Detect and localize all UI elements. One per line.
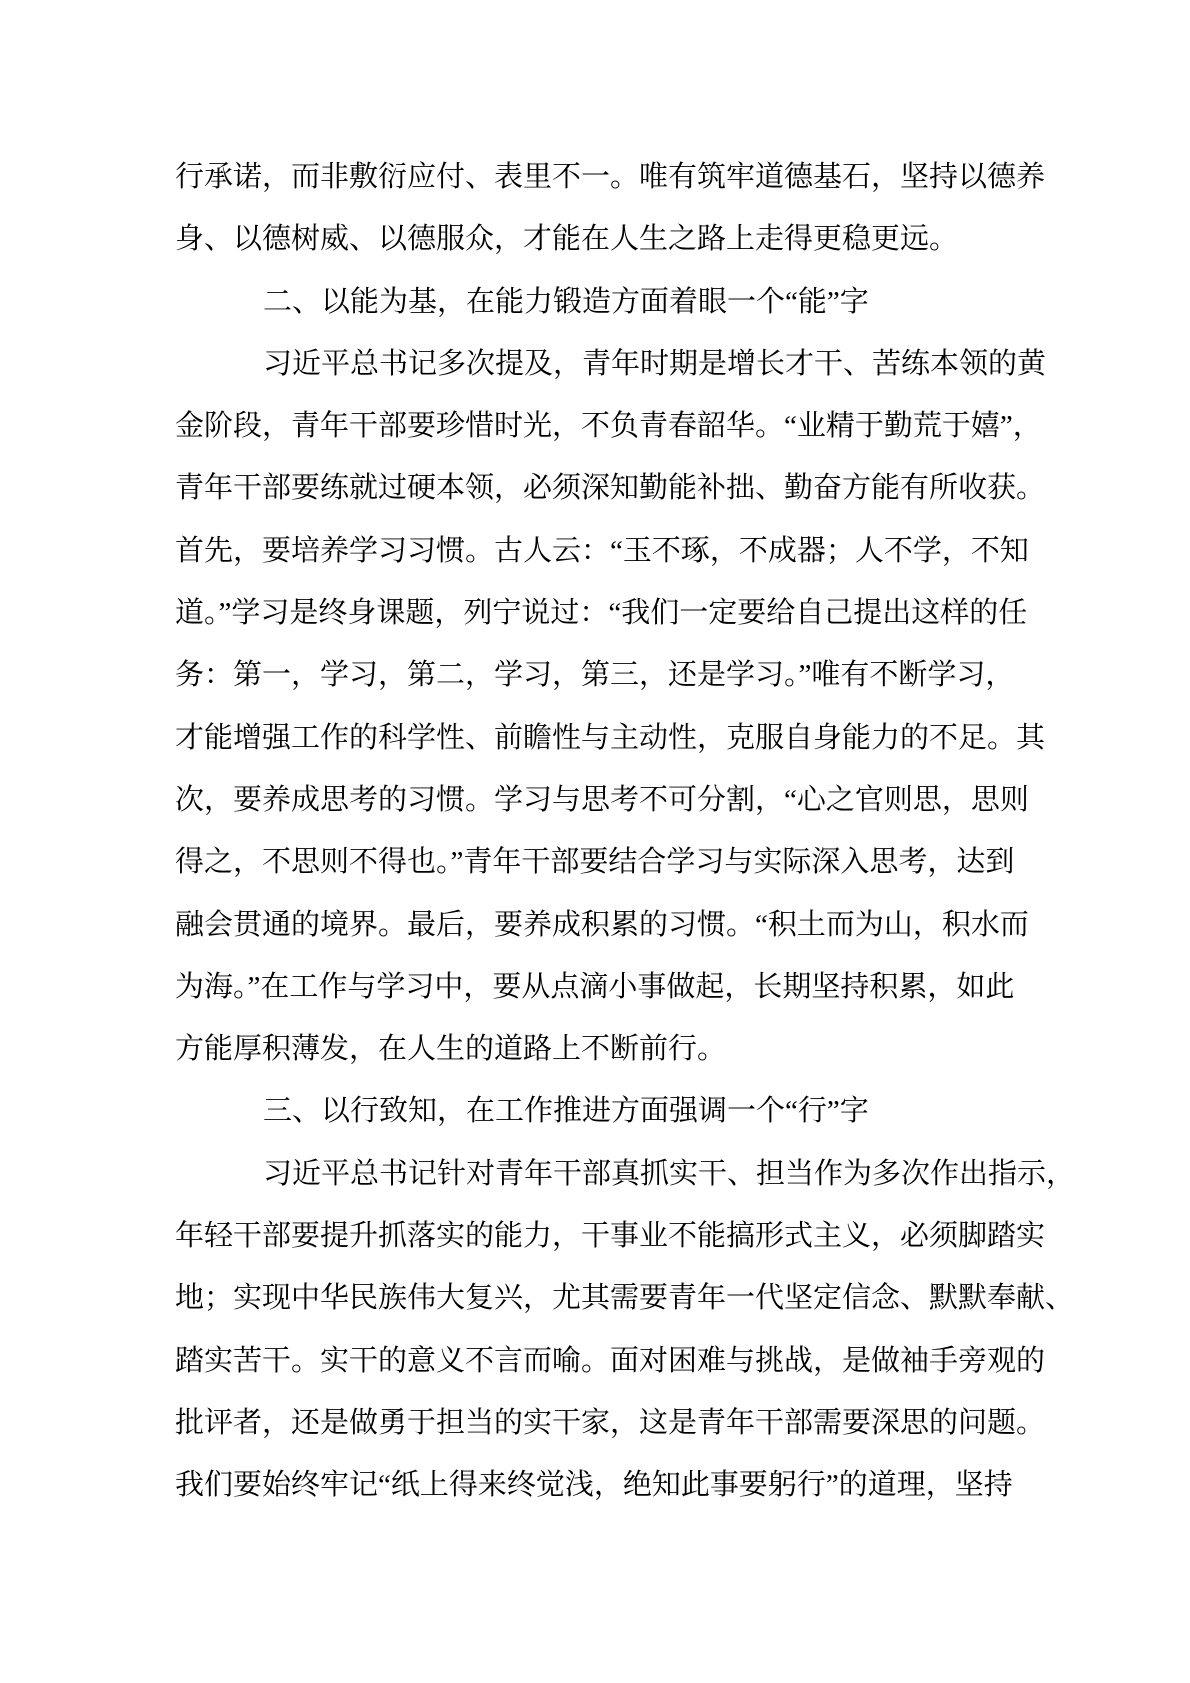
section-heading: 二、以能为基，在能力锻造方面着眼一个“能”字 — [263, 285, 869, 318]
body-text-line: 首先，要培养学习习惯。古人云：“玉不琢，不成器；人不学，不知 — [175, 534, 1029, 567]
body-text-line: 方能厚积薄发，在人生的道路上不断前行。 — [175, 1033, 727, 1066]
body-text-line: 身、以德树威、以德服众，才能在人生之路上走得更稳更远。 — [175, 223, 959, 256]
body-text-line: 次，要养成思考的习惯。学习与思考不可分割，“心之官则思，思则 — [175, 783, 1029, 816]
body-text-line: 为海。”在工作与学习中，要从点滴小事做起，长期坚持积累，如此 — [175, 970, 1015, 1003]
body-text-line: 务：第一，学习，第二，学习，第三，还是学习。”唯有不断学习， — [175, 659, 1015, 692]
body-text-line: 融会贯通的境界。最后，要养成积累的习惯。“积土而为山，积水而 — [175, 908, 1029, 941]
body-text-line: 得之，不思则不得也。”青年干部要结合学习与实际深入思考，达到 — [175, 846, 1015, 879]
body-text-line: 踏实苦干。实干的意义不言而喻。面对困难与挑战，是做袖手旁观的 — [175, 1344, 1046, 1377]
body-text-line: 年轻干部要提升抓落实的能力，干事业不能搞形式主义，必须脚踏实 — [175, 1220, 1046, 1253]
body-text-line: 地；实现中华民族伟大复兴，尤其需要青年一代坚定信念、默默奉献、 — [175, 1282, 1075, 1315]
body-text-line: 我们要始终牢记“纸上得来终觉浅，绝知此事要躬行”的道理，坚持 — [175, 1469, 1013, 1502]
body-text-line: 行承诺，而非敷衍应付、表里不一。唯有筑牢道德基石，坚持以德养 — [175, 161, 1046, 193]
body-text-line: 习近平总书记多次提及，青年时期是增长才干、苦练本领的黄 — [263, 347, 1047, 380]
body-text-line: 习近平总书记针对青年干部真抓实干、担当作为多次作出指示， — [263, 1157, 1076, 1190]
body-text-line: 金阶段，青年干部要珍惜时光，不负青春韶华。“业精于勤荒于嬉”， — [175, 410, 1042, 443]
section-heading: 三、以行致知，在工作推进方面强调一个“行”字 — [263, 1095, 869, 1128]
body-text-line: 青年干部要练就过硬本领，必须深知勤能补拙、勤奋方能有所收获。 — [175, 472, 1046, 505]
body-text-line: 才能增强工作的科学性、前瞻性与主动性，克服自身能力的不足。其 — [175, 721, 1046, 754]
body-text-line: 批评者，还是做勇于担当的实干家，这是青年干部需要深思的问题。 — [175, 1406, 1046, 1439]
body-text-line: 道。”学习是终身课题，列宁说过：“我们一定要给自己提出这样的任 — [175, 597, 1028, 630]
